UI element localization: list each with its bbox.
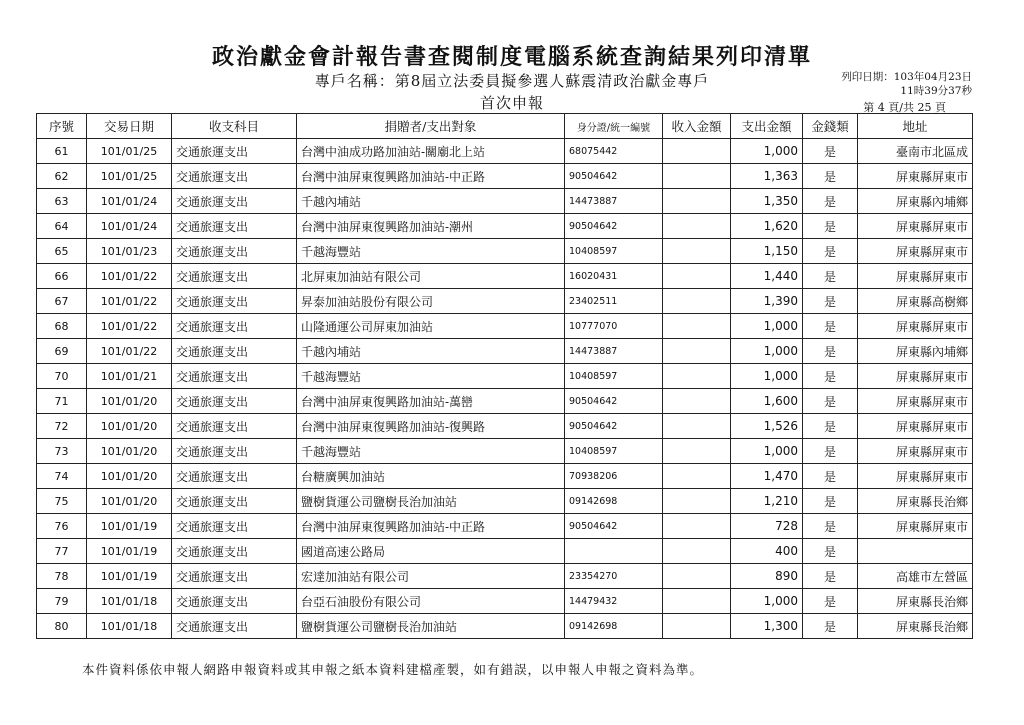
cell-subject: 交通旅運支出	[172, 314, 297, 339]
table-row	[37, 614, 973, 639]
cell-expense: 1,620	[731, 214, 803, 239]
cell-date: 101/01/18	[87, 589, 172, 614]
cell-date: 101/01/18	[87, 614, 172, 639]
cell-date: 101/01/19	[87, 564, 172, 589]
table-row	[37, 439, 973, 464]
cell-expense: 1,526	[731, 414, 803, 439]
cell-payee: 昇泰加油站股份有限公司	[297, 289, 565, 314]
column-header-cash: 金錢類	[803, 114, 858, 139]
cell-seq: 78	[37, 564, 87, 589]
cell-cash: 是	[803, 464, 858, 489]
cell-cash: 是	[803, 264, 858, 289]
cell-payee: 千越海豐站	[297, 364, 565, 389]
cell-address: 屏東縣內埔鄉	[858, 189, 973, 214]
cell-income	[663, 339, 731, 364]
cell-id: 09142698	[565, 614, 663, 639]
cell-cash: 是	[803, 614, 858, 639]
cell-seq: 67	[37, 289, 87, 314]
cell-income	[663, 439, 731, 464]
cell-id: 23402511	[565, 289, 663, 314]
cell-id: 90504642	[565, 514, 663, 539]
column-header-subject: 收支科目	[172, 114, 297, 139]
cell-id: 90504642	[565, 414, 663, 439]
cell-date: 101/01/20	[87, 464, 172, 489]
table-row	[37, 139, 973, 164]
cell-address: 屏東縣屏東市	[858, 164, 973, 189]
table-row	[37, 289, 973, 314]
cell-payee: 台灣中油屏東復興路加油站-潮州	[297, 214, 565, 239]
print-time: 11時39分37秒	[900, 85, 972, 97]
cell-address: 屏東縣長治鄉	[858, 614, 973, 639]
cell-expense: 1,150	[731, 239, 803, 264]
cell-income	[663, 389, 731, 414]
column-header-seq: 序號	[37, 114, 87, 139]
cell-expense: 890	[731, 564, 803, 589]
cell-expense: 1,363	[731, 164, 803, 189]
cell-id: 68075442	[565, 139, 663, 164]
cell-subject: 交通旅運支出	[172, 164, 297, 189]
cell-seq: 66	[37, 264, 87, 289]
cell-seq: 72	[37, 414, 87, 439]
cell-cash: 是	[803, 239, 858, 264]
expenditure-table	[36, 113, 973, 639]
table-row	[37, 214, 973, 239]
cell-address: 屏東縣內埔鄉	[858, 339, 973, 364]
table-row	[37, 589, 973, 614]
cell-address: 屏東縣屏東市	[858, 439, 973, 464]
cell-address: 臺南市北區成	[858, 139, 973, 164]
cell-payee: 千越內埔站	[297, 339, 565, 364]
cell-expense: 1,000	[731, 364, 803, 389]
cell-cash: 是	[803, 214, 858, 239]
table-row	[37, 189, 973, 214]
cell-expense: 1,390	[731, 289, 803, 314]
cell-expense: 1,210	[731, 489, 803, 514]
cell-payee: 鹽樹貨運公司鹽樹長治加油站	[297, 489, 565, 514]
table-row	[37, 389, 973, 414]
cell-seq: 63	[37, 189, 87, 214]
cell-expense: 1,000	[731, 589, 803, 614]
cell-subject: 交通旅運支出	[172, 214, 297, 239]
cell-expense: 1,470	[731, 464, 803, 489]
column-header-address: 地址	[858, 114, 973, 139]
cell-subject: 交通旅運支出	[172, 589, 297, 614]
cell-income	[663, 364, 731, 389]
cell-date: 101/01/23	[87, 239, 172, 264]
table-row	[37, 239, 973, 264]
table-row	[37, 514, 973, 539]
cell-id: 90504642	[565, 389, 663, 414]
cell-id: 70938206	[565, 464, 663, 489]
print-date: 列印日期：103年04月23日	[841, 71, 972, 83]
cell-seq: 74	[37, 464, 87, 489]
cell-seq: 64	[37, 214, 87, 239]
cell-cash: 是	[803, 189, 858, 214]
cell-cash: 是	[803, 589, 858, 614]
cell-cash: 是	[803, 314, 858, 339]
table-row	[37, 364, 973, 389]
cell-subject: 交通旅運支出	[172, 139, 297, 164]
cell-expense: 1,000	[731, 139, 803, 164]
cell-seq: 71	[37, 389, 87, 414]
cell-seq: 68	[37, 314, 87, 339]
cell-seq: 69	[37, 339, 87, 364]
cell-address: 屏東縣屏東市	[858, 314, 973, 339]
cell-address: 屏東縣長治鄉	[858, 589, 973, 614]
cell-date: 101/01/22	[87, 289, 172, 314]
table-row	[37, 564, 973, 589]
cell-payee: 台灣中油屏東復興路加油站-復興路	[297, 414, 565, 439]
cell-address: 屏東縣屏東市	[858, 214, 973, 239]
table-row	[37, 164, 973, 189]
table-row	[37, 414, 973, 439]
print-timestamp	[841, 70, 972, 98]
cell-id: 09142698	[565, 489, 663, 514]
cell-seq: 62	[37, 164, 87, 189]
cell-seq: 80	[37, 614, 87, 639]
cell-income	[663, 614, 731, 639]
cell-address: 屏東縣屏東市	[858, 364, 973, 389]
cell-income	[663, 264, 731, 289]
cell-subject: 交通旅運支出	[172, 489, 297, 514]
cell-income	[663, 414, 731, 439]
cell-id: 14473887	[565, 189, 663, 214]
cell-subject: 交通旅運支出	[172, 264, 297, 289]
cell-seq: 79	[37, 589, 87, 614]
table-row	[37, 464, 973, 489]
cell-payee: 北屏東加油站有限公司	[297, 264, 565, 289]
cell-expense: 1,000	[731, 439, 803, 464]
column-header-payee: 捐贈者/支出對象	[297, 114, 565, 139]
table-row	[37, 539, 973, 564]
cell-cash: 是	[803, 139, 858, 164]
cell-subject: 交通旅運支出	[172, 514, 297, 539]
cell-payee: 千越海豐站	[297, 239, 565, 264]
cell-address: 屏東縣屏東市	[858, 264, 973, 289]
cell-cash: 是	[803, 439, 858, 464]
cell-income	[663, 314, 731, 339]
cell-payee: 鹽樹貨運公司鹽樹長治加油站	[297, 614, 565, 639]
cell-expense: 1,440	[731, 264, 803, 289]
cell-id: 10777070	[565, 314, 663, 339]
cell-income	[663, 239, 731, 264]
cell-address: 屏東縣屏東市	[858, 239, 973, 264]
cell-income	[663, 589, 731, 614]
cell-id: 10408597	[565, 364, 663, 389]
cell-income	[663, 214, 731, 239]
cell-payee: 千越海豐站	[297, 439, 565, 464]
account-name: 專戶名稱：第8屆立法委員擬參選人蘇震清政治獻金專戶	[314, 72, 710, 90]
cell-payee: 國道高速公路局	[297, 539, 565, 564]
cell-seq: 77	[37, 539, 87, 564]
cell-address: 屏東縣屏東市	[858, 514, 973, 539]
table-row	[37, 314, 973, 339]
report-title: 政治獻金會計報告書查閱制度電腦系統查詢結果列印清單	[211, 44, 812, 70]
cell-expense: 1,000	[731, 314, 803, 339]
cell-seq: 75	[37, 489, 87, 514]
cell-subject: 交通旅運支出	[172, 364, 297, 389]
cell-id: 90504642	[565, 214, 663, 239]
cell-subject: 交通旅運支出	[172, 339, 297, 364]
cell-seq: 70	[37, 364, 87, 389]
cell-income	[663, 139, 731, 164]
cell-cash: 是	[803, 289, 858, 314]
cell-subject: 交通旅運支出	[172, 239, 297, 264]
cell-cash: 是	[803, 164, 858, 189]
column-header-id: 身分證/統一編號	[565, 114, 663, 139]
cell-payee: 山隆通運公司屏東加油站	[297, 314, 565, 339]
cell-subject: 交通旅運支出	[172, 464, 297, 489]
cell-date: 101/01/20	[87, 414, 172, 439]
cell-id: 16020431	[565, 264, 663, 289]
cell-cash: 是	[803, 389, 858, 414]
cell-address: 屏東縣高樹鄉	[858, 289, 973, 314]
cell-cash: 是	[803, 539, 858, 564]
cell-id: 90504642	[565, 164, 663, 189]
cell-address	[858, 539, 973, 564]
cell-date: 101/01/25	[87, 164, 172, 189]
cell-cash: 是	[803, 489, 858, 514]
cell-income	[663, 489, 731, 514]
cell-expense: 1,600	[731, 389, 803, 414]
cell-income	[663, 539, 731, 564]
cell-payee: 台亞石油股份有限公司	[297, 589, 565, 614]
cell-date: 101/01/22	[87, 264, 172, 289]
cell-income	[663, 189, 731, 214]
table-body	[37, 139, 973, 639]
cell-payee: 台灣中油屏東復興路加油站-中正路	[297, 514, 565, 539]
cell-subject: 交通旅運支出	[172, 289, 297, 314]
cell-id: 14479432	[565, 589, 663, 614]
cell-expense: 1,350	[731, 189, 803, 214]
cell-payee: 台糖廣興加油站	[297, 464, 565, 489]
cell-date: 101/01/20	[87, 389, 172, 414]
cell-address: 高雄市左營區	[858, 564, 973, 589]
cell-subject: 交通旅運支出	[172, 189, 297, 214]
cell-subject: 交通旅運支出	[172, 414, 297, 439]
cell-date: 101/01/25	[87, 139, 172, 164]
cell-address: 屏東縣屏東市	[858, 464, 973, 489]
cell-address: 屏東縣長治鄉	[858, 489, 973, 514]
cell-subject: 交通旅運支出	[172, 564, 297, 589]
cell-id	[565, 539, 663, 564]
cell-cash: 是	[803, 514, 858, 539]
cell-expense: 400	[731, 539, 803, 564]
cell-date: 101/01/22	[87, 314, 172, 339]
cell-income	[663, 564, 731, 589]
cell-subject: 交通旅運支出	[172, 389, 297, 414]
cell-seq: 73	[37, 439, 87, 464]
cell-payee: 台灣中油屏東復興路加油站-中正路	[297, 164, 565, 189]
cell-address: 屏東縣屏東市	[858, 389, 973, 414]
table-row	[37, 489, 973, 514]
cell-subject: 交通旅運支出	[172, 439, 297, 464]
cell-date: 101/01/19	[87, 514, 172, 539]
column-header-expense: 支出金額	[731, 114, 803, 139]
cell-date: 101/01/22	[87, 339, 172, 364]
cell-seq: 76	[37, 514, 87, 539]
cell-expense: 1,000	[731, 339, 803, 364]
page-indicator: 第 4 頁/共 25 頁	[863, 101, 946, 114]
cell-cash: 是	[803, 414, 858, 439]
table-row	[37, 264, 973, 289]
column-header-date: 交易日期	[87, 114, 172, 139]
cell-cash: 是	[803, 564, 858, 589]
report-type: 首次申報	[479, 94, 544, 112]
cell-expense: 1,300	[731, 614, 803, 639]
cell-income	[663, 464, 731, 489]
cell-id: 14473887	[565, 339, 663, 364]
cell-subject: 交通旅運支出	[172, 614, 297, 639]
cell-id: 23354270	[565, 564, 663, 589]
cell-id: 10408597	[565, 439, 663, 464]
cell-address: 屏東縣屏東市	[858, 414, 973, 439]
cell-date: 101/01/24	[87, 189, 172, 214]
cell-income	[663, 289, 731, 314]
cell-payee: 台灣中油屏東復興路加油站-萬巒	[297, 389, 565, 414]
cell-date: 101/01/20	[87, 439, 172, 464]
cell-date: 101/01/24	[87, 214, 172, 239]
cell-payee: 宏達加油站有限公司	[297, 564, 565, 589]
column-header-income: 收入金額	[663, 114, 731, 139]
cell-seq: 65	[37, 239, 87, 264]
table-row	[37, 339, 973, 364]
cell-payee: 千越內埔站	[297, 189, 565, 214]
cell-date: 101/01/21	[87, 364, 172, 389]
cell-cash: 是	[803, 339, 858, 364]
cell-income	[663, 164, 731, 189]
cell-expense: 728	[731, 514, 803, 539]
cell-cash: 是	[803, 364, 858, 389]
cell-income	[663, 514, 731, 539]
cell-subject: 交通旅運支出	[172, 539, 297, 564]
cell-date: 101/01/19	[87, 539, 172, 564]
footer-note: 本件資料係依申報人網路申報資料或其申報之紙本資料建檔產製，如有錯誤，以申報人申報之資料為準。	[82, 662, 704, 677]
cell-seq: 61	[37, 139, 87, 164]
cell-id: 10408597	[565, 239, 663, 264]
cell-payee: 台灣中油成功路加油站-關廟北上站	[297, 139, 565, 164]
cell-date: 101/01/20	[87, 489, 172, 514]
table-header-row	[37, 114, 973, 139]
